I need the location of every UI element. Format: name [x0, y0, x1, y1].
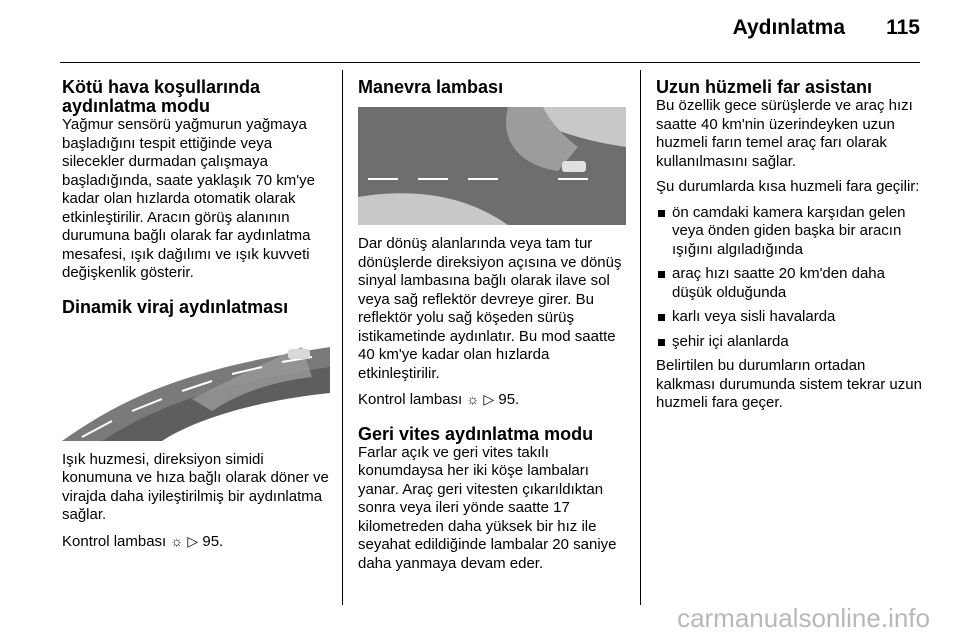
page-reference-icon: ▷: [483, 391, 495, 407]
headlight-icon: ☼: [170, 532, 184, 549]
column-3: [656, 78, 924, 413]
page-header: [0, 0, 960, 50]
list-item: araç hızı saatte 20 km'den daha düşük olduğunda: [656, 265, 924, 302]
header-rule: [60, 62, 920, 63]
section-heading-high-beam: Uzun hüzmeli far asistanı: [656, 77, 873, 97]
headlight-icon: ☼: [466, 391, 480, 407]
section-heading-maneuver: Manevra lambası: [358, 77, 504, 97]
column-2: [358, 78, 626, 573]
condition-list: [656, 204, 924, 352]
section-heading-reverse: Geri vites aydınlatma modu: [358, 423, 594, 444]
control-lamp-line: [62, 532, 330, 552]
column-1: [62, 78, 330, 551]
low-beam-intro: Şu durumlarda kısa huzmeli fara geçilir:: [656, 178, 920, 195]
high-beam-text: Bu özellik gece sürüşlerde ve araç hızı saatte 40 km'nin üzerindeyken uzun huzmeli farın temel araç farı olarak kullanılmasını sağlar.: [656, 97, 913, 170]
page-number: 115: [886, 16, 920, 39]
section-heading-bad-weather: Kötü hava koşullarında aydınlatma modu: [62, 77, 261, 116]
page-title: Aydınlatma: [732, 16, 845, 39]
list-item: şehir içi alanlarda: [656, 333, 924, 352]
maneuver-text: Dar dönüş alanlarında veya tam tur dönüşlerde direksiyon açısına ve dönüş sinyal lambasına bağlı olarak ilave sol veya sağ reflektör devreye girer. Bu reflektör yolu sağ köşeden sürüş istikametinde aydınlatır. Bu mod saatte 40 km'ye kadar olan hızlarda etkinleştirilir.: [358, 235, 622, 382]
section-heading-dynamic-curve: Dinamik viraj aydınlatması: [62, 296, 289, 317]
maneuver-illustration: [358, 107, 626, 225]
control-lamp-ref: 95.: [202, 532, 224, 550]
control-lamp-ref: 95.: [498, 391, 520, 408]
control-lamp-line-2: [358, 390, 626, 410]
dynamic-curve-text: Işık huzmesi, direksiyon simidi konumuna ve hıza bağlı olarak döner ve virajda daha iyileştirilmiş bir aydınlatma sağlar.: [62, 450, 329, 523]
watermark: carmanualsonline.info: [677, 603, 930, 633]
column-divider: [342, 70, 343, 605]
list-item: ön camdaki kamera karşıdan gelen veya önden giden başka bir aracın ışığını algıladığında: [656, 204, 924, 260]
bad-weather-text: Yağmur sensörü yağmurun yağmaya başladığını tespit ettiğinde veya silecekler durmadan çalışmaya başladığında, saate yaklaşık 70 km'ye kadar olan hızlarda otomatik olarak etkinleştirilir. Aracın görüş alanının durumuna bağlı olarak far aydınlatma mesafesi, ışık dağılımı ve ışık kuvveti değişkenlik gösterir.: [62, 116, 316, 281]
high-beam-resume-text: Belirtilen bu durumların ortadan kalkması durumunda sistem tekrar uzun huzmeli fara geçer.: [656, 357, 922, 411]
page-reference-icon: ▷: [187, 532, 199, 549]
column-divider: [640, 70, 641, 605]
list-item: karlı veya sisli havalarda: [656, 308, 924, 327]
control-lamp-label: Kontrol lambası: [62, 532, 167, 550]
control-lamp-label: Kontrol lambası: [358, 391, 463, 408]
dynamic-curve-illustration: [62, 329, 330, 441]
reverse-text: Farlar açık ve geri vites takılı konumdaysa her iki köşe lambaları yanar. Araç geri vitesten çıkarıldıktan sonra veya ileri yönde saatte 17 kilometreden daha yüksek bir hız ile seyahat edildiğinde lambalar 20 saniye daha yanmaya devam eder.: [358, 443, 617, 572]
